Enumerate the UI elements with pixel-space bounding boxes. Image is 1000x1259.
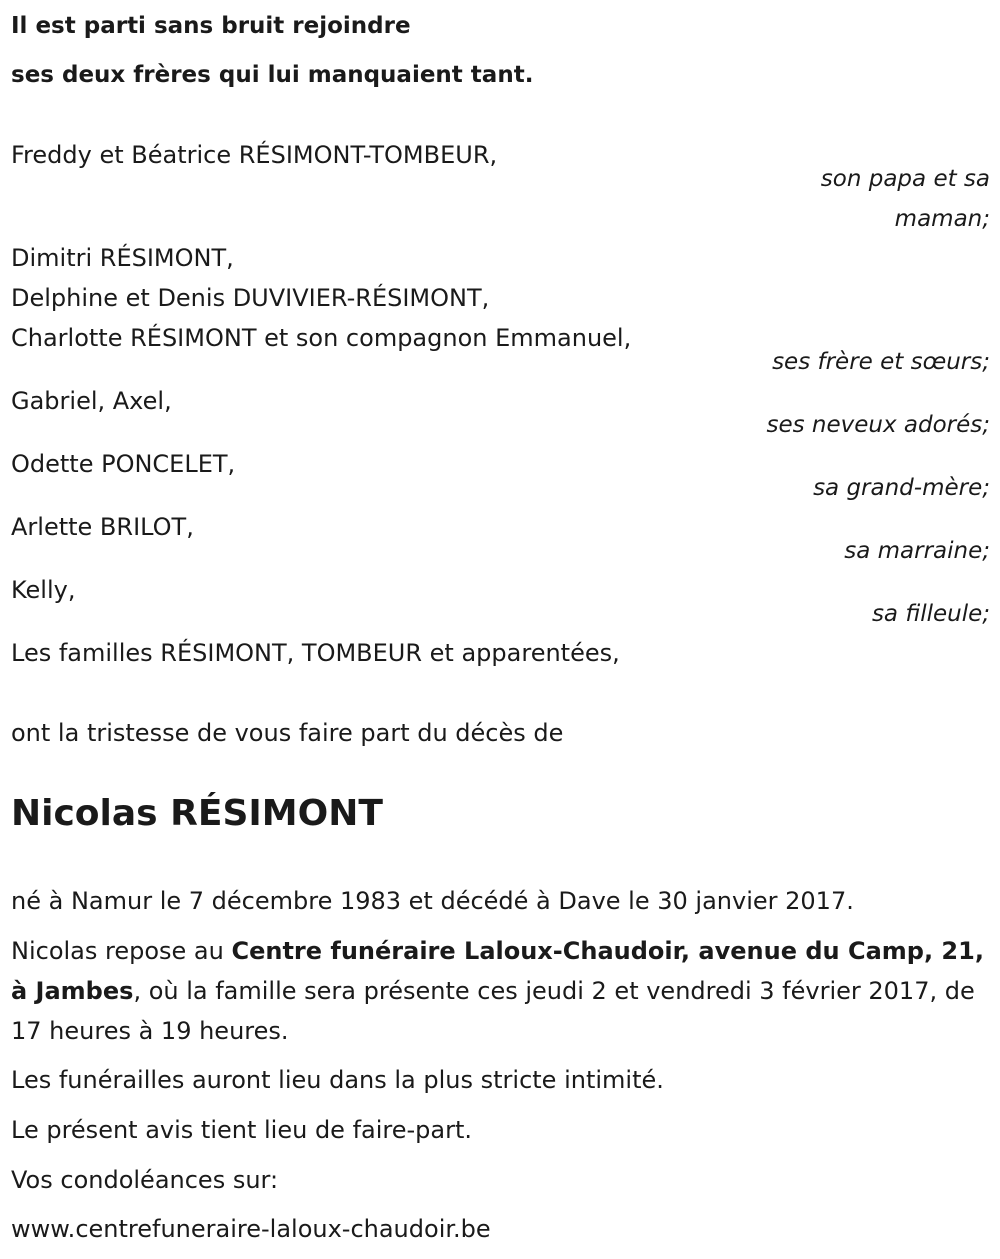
funeral-text: Les funérailles auront lieu dans la plus stricte intimité. [11, 1066, 664, 1094]
relation-goddaughter: sa filleule; [871, 601, 990, 627]
announcement-text: ont la tristesse de vous faire part du décès de [11, 719, 564, 747]
family-relatives: Les familles RÉSIMONT, TOMBEUR et apparentées, [11, 639, 620, 667]
repose-place: Centre funéraire Laloux-Chaudoir, avenue du Camp, 21, à Jambes [11, 937, 984, 1005]
relation-parents-2: maman; [894, 206, 990, 232]
motto-line-1: Il est parti sans bruit rejoindre [11, 13, 411, 39]
relation-siblings: ses frère et sœurs; [772, 349, 990, 375]
family-parents: Freddy et Béatrice RÉSIMONT-TOMBEUR, [11, 141, 498, 169]
relation-parents-1: son papa et sa [820, 166, 990, 192]
relation-godmother: sa marraine; [844, 538, 990, 564]
family-godmother: Arlette BRILOT, [11, 513, 194, 541]
family-sibling-1: Dimitri RÉSIMONT, [11, 244, 234, 272]
repose-suffix: , où la famille sera présente ces jeudi 2 et vendredi 3 février 2017, de 17 heures à 19 heures. [11, 977, 975, 1045]
repose-paragraph [11, 931, 991, 1051]
family-sibling-2: Delphine et Denis DUVIVIER-RÉSIMONT, [11, 284, 490, 312]
relation-nephews: ses neveux adorés; [766, 412, 990, 438]
condolences-link[interactable]: www.centrefuneraire-laloux-chaudoir.be [11, 1215, 491, 1243]
condolences-label: Vos condoléances sur: [11, 1166, 279, 1194]
family-nephews: Gabriel, Axel, [11, 387, 172, 415]
deceased-name: Nicolas RÉSIMONT [11, 793, 383, 834]
birth-death-text: né à Namur le 7 décembre 1983 et décédé à Dave le 30 janvier 2017. [11, 887, 854, 915]
repose-prefix: Nicolas repose au [11, 937, 232, 965]
family-grandmother: Odette PONCELET, [11, 450, 236, 478]
relation-grandmother: sa grand-mère; [813, 475, 990, 501]
notice-text: Le présent avis tient lieu de faire-part. [11, 1116, 473, 1144]
family-sibling-3: Charlotte RÉSIMONT et son compagnon Emmanuel, [11, 324, 632, 352]
motto-line-2: ses deux frères qui lui manquaient tant. [11, 62, 534, 88]
family-goddaughter: Kelly, [11, 576, 76, 604]
